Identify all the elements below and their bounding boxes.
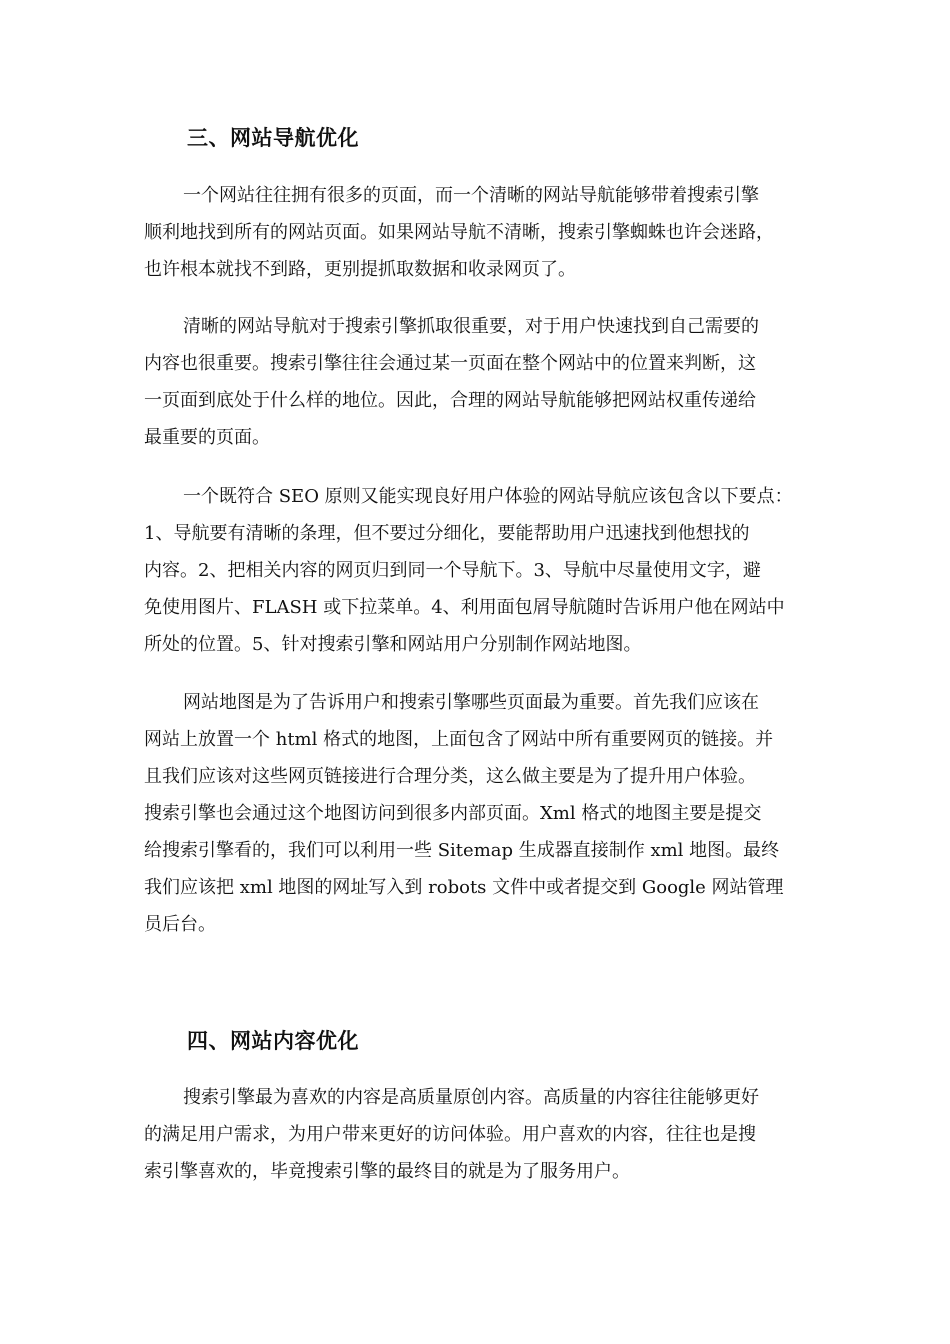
paragraph-line: 我们应该把 xml 地图的网址写入到 robots 文件中或者提交到 Google 网站管理 <box>144 877 784 898</box>
paragraph-line: 且我们应该对这些网页链接进行合理分类，这么做主要是为了提升用户体验。 <box>144 766 756 787</box>
paragraph-line: 给搜索引擎看的，我们可以利用一些 Sitemap 生成器直接制作 xml 地图。最终 <box>144 840 780 861</box>
paragraph-line: 一个网站往往拥有很多的页面，而一个清晰的网站导航能够带着搜索引擎 <box>183 185 759 206</box>
paragraph-content-quality <box>144 1079 804 1190</box>
paragraph-line: 也许根本就找不到路，更别提抓取数据和收录网页了。 <box>144 259 576 280</box>
paragraph-line: 网站地图是为了告诉用户和搜索引擎哪些页面最为重要。首先我们应该在 <box>183 692 759 713</box>
paragraph-navigation-intro <box>144 177 804 288</box>
paragraph-line: 网站上放置一个 html 格式的地图，上面包含了网站中所有重要网页的链接。并 <box>144 729 774 750</box>
paragraph-line: 一页面到底处于什么样的地位。因此，合理的网站导航能够把网站权重传递给 <box>144 390 756 411</box>
paragraph-line: 1、导航要有清晰的条理，但不要过分细化，要能帮助用户迅速找到他想找的 <box>144 523 750 544</box>
paragraph-navigation-key-points <box>144 478 804 663</box>
paragraph-line: 内容。2、把相关内容的网页归到同一个导航下。3、导航中尽量使用文字，避 <box>144 560 761 581</box>
paragraph-line: 内容也很重要。搜索引擎往往会通过某一页面在整个网站中的位置来判断，这 <box>144 353 756 374</box>
paragraph-line: 索引擎喜欢的，毕竟搜索引擎的最终目的就是为了服务用户。 <box>144 1161 630 1182</box>
paragraph-line: 搜索引擎最为喜欢的内容是高质量原创内容。高质量的内容往往能够更好 <box>183 1087 759 1108</box>
paragraph-navigation-importance <box>144 308 804 456</box>
paragraph-sitemap <box>144 684 804 943</box>
paragraph-line: 所处的位置。5、针对搜索引擎和网站用户分别制作网站地图。 <box>144 634 642 655</box>
paragraph-line: 一个既符合 SEO 原则又能实现良好用户体验的网站导航应该包含以下要点： <box>183 486 793 507</box>
paragraph-line: 员后台。 <box>144 914 216 935</box>
paragraph-line: 的满足用户需求，为用户带来更好的访问体验。用户喜欢的内容，往往也是搜 <box>144 1124 756 1145</box>
paragraph-line: 免使用图片、FLASH 或下拉菜单。4、利用面包屑导航随时告诉用户他在网站中 <box>144 597 785 618</box>
paragraph-line: 清晰的网站导航对于搜索引擎抓取很重要，对于用户快速找到自己需要的 <box>183 316 759 337</box>
section-heading-content-optimization: 四、网站内容优化 <box>187 1028 359 1053</box>
paragraph-line: 最重要的页面。 <box>144 427 270 448</box>
section-heading-navigation-optimization: 三、网站导航优化 <box>187 125 359 150</box>
paragraph-line: 顺利地找到所有的网站页面。如果网站导航不清晰，搜索引擎蜘蛛也许会迷路， <box>144 222 774 243</box>
paragraph-line: 搜索引擎也会通过这个地图访问到很多内部页面。Xml 格式的地图主要是提交 <box>144 803 762 824</box>
